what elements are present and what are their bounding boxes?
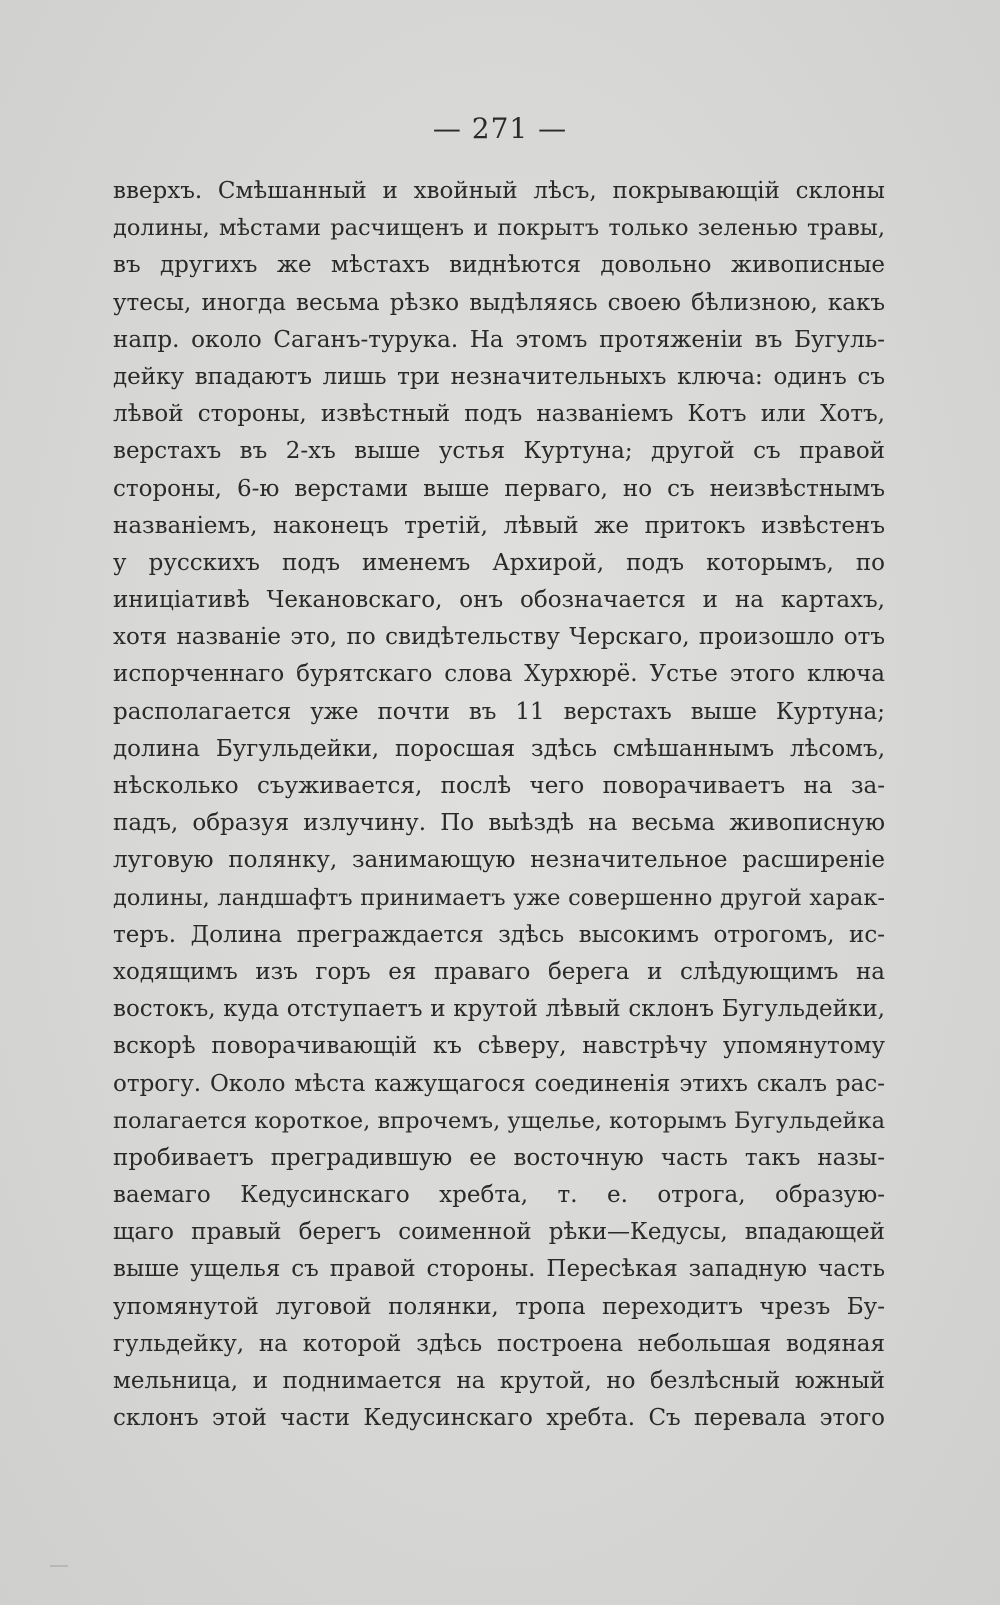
text-line: испорченнаго бурятскаго слова Хурхюрё. Устье этого ключа <box>113 661 885 688</box>
text-line: луговую полянку, занимающую незначительное расширеніе <box>113 847 885 874</box>
text-line: хотя названіе это, по свидѣтельству Черскаго, произошло отъ <box>113 624 885 651</box>
body-text <box>113 173 885 1437</box>
margin-mark <box>50 1565 68 1567</box>
text-line: у русскихъ подъ именемъ Архирой, подъ которымъ, по <box>113 549 885 576</box>
text-line: востокъ, куда отступаетъ и крутой лѣвый склонъ Бугульдейки, <box>113 996 885 1023</box>
text-line: вверхъ. Смѣшанный и хвойный лѣсъ, покрывающій склоны <box>113 178 885 204</box>
text-line: щаго правый берегъ соименной рѣки—Кедусы, впадающей <box>113 1219 885 1246</box>
text-line: верстахъ въ 2-хъ выше устья Куртуна; другой съ правой <box>113 438 885 465</box>
page-number: — 271 — <box>432 112 568 145</box>
text-line: долины, ландшафтъ принимаетъ уже совершенно другой харак- <box>113 884 885 911</box>
text-line: теръ. Долина преграждается здѣсь высокимъ отрогомъ, ис- <box>113 921 885 948</box>
text-line: отрогу. Около мѣста кажущагося соединенія этихъ скалъ рас- <box>113 1070 885 1097</box>
text-line: напр. около Саганъ-турука. На этомъ протяженіи въ Бугуль- <box>113 326 885 353</box>
text-line: мельница, и поднимается на крутой, но безлѣсный южный <box>113 1368 885 1394</box>
text-line: лѣвой стороны, извѣстный подъ названіемъ Котъ или Хотъ, <box>113 401 885 428</box>
text-line: располагается уже почти въ 11 верстахъ выше Куртуна; <box>113 698 885 725</box>
text-line: ваемаго Кедусинскаго хребта, т. е. отрога, образую- <box>113 1182 885 1209</box>
text-line: пробиваетъ преградившую ее восточную часть такъ назы- <box>113 1144 885 1171</box>
text-line: выше ущелья съ правой стороны. Пересѣкая западную часть <box>113 1256 885 1283</box>
text-line: долина Бугульдейки, поросшая здѣсь смѣшаннымъ лѣсомъ, <box>113 735 885 762</box>
text-line: склонъ этой части Кедусинскаго хребта. Съ перевала этого <box>113 1405 885 1432</box>
text-line: иниціативѣ Чекановскаго, онъ обозначается и на картахъ, <box>113 587 885 614</box>
text-line: падъ, образуя излучину. По выѣздѣ на весьма живописную <box>113 810 885 837</box>
text-line: нѣсколько съуживается, послѣ чего поворачиваетъ на за- <box>113 773 885 799</box>
text-line: полагается короткое, впрочемъ, ущелье, которымъ Бугульдейка <box>113 1107 885 1134</box>
text-line: стороны, 6-ю верстами выше перваго, но съ неизвѣстнымъ <box>113 475 885 502</box>
text-line: долины, мѣстами расчищенъ и покрытъ только зеленью травы, <box>113 215 885 242</box>
text-line: въ другихъ же мѣстахъ виднѣются довольно живописные <box>113 252 885 279</box>
text-line: ходящимъ изъ горъ ея праваго берега и слѣдующимъ на <box>113 958 885 985</box>
text-line: вскорѣ поворачивающій къ сѣверу, навстрѣчу упомянутому <box>113 1033 885 1060</box>
text-line: дейку впадаютъ лишь три незначительныхъ ключа: одинъ съ <box>113 363 885 390</box>
text-line: названіемъ, наконецъ третій, лѣвый же притокъ извѣстенъ <box>113 512 885 539</box>
text-line: гульдейку, на которой здѣсь построена небольшая водяная <box>113 1330 885 1357</box>
text-line: упомянутой луговой полянки, тропа переходитъ чрезъ Бу- <box>113 1293 885 1320</box>
text-line: утесы, иногда весьма рѣзко выдѣляясь своею бѣлизною, какъ <box>113 289 885 316</box>
